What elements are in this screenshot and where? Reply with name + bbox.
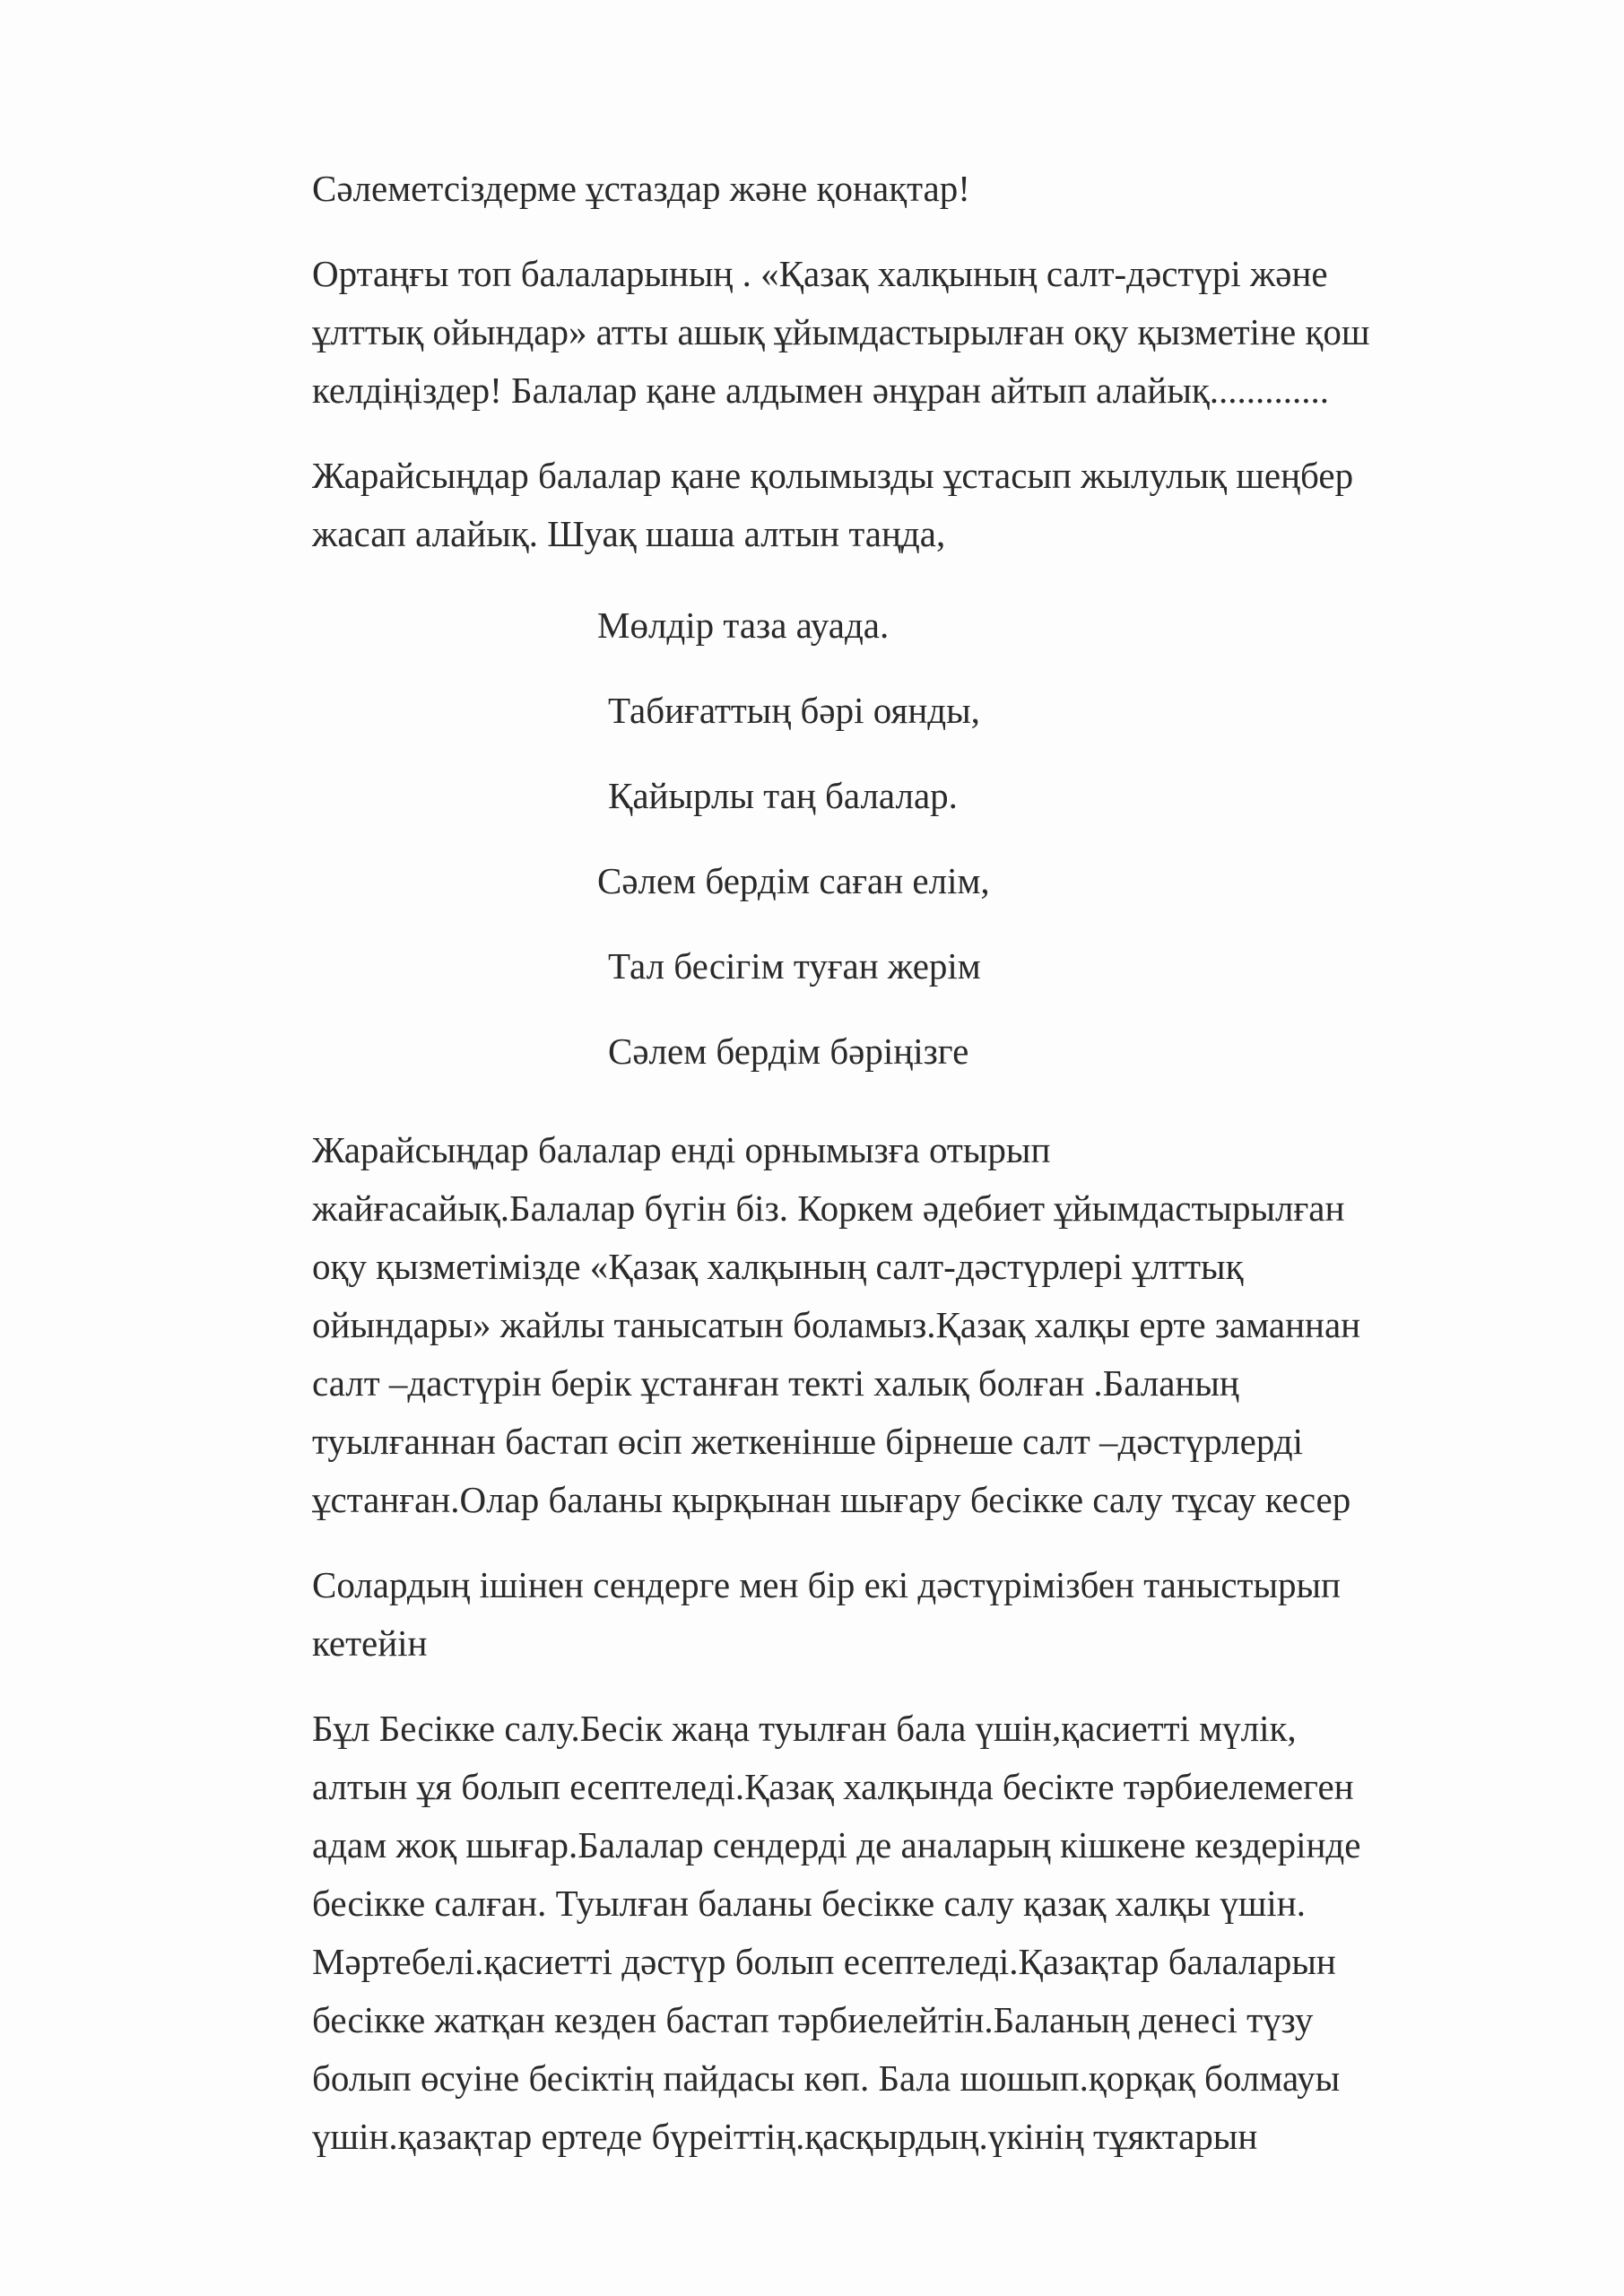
circle-line-2: жасап алайық. Шуақ шаша алтын таңда,: [312, 513, 946, 554]
intro-line-1: Ортаңғы топ балаларының . «Қазақ халқының салт-дәстүрі және: [312, 253, 1328, 294]
cradle-line-6: бесікке жатқан кезден бастап тәрбиелейтін.Баланың денесі түзу: [312, 1999, 1314, 2040]
poem-line-2: Табиғаттың бәрі оянды,: [608, 690, 980, 731]
main-line-1: Жарайсыңдар балалар енді орнымызға отырып: [312, 1129, 1051, 1170]
poem-line-5: Тал бесігім туған жерім: [608, 945, 981, 987]
poem-line-6: Сәлем бердім бәріңізге: [608, 1031, 969, 1072]
among-line-2: кетейін: [312, 1622, 428, 1664]
cradle-line-2: алтын ұя болып есептеледі.Қазақ халқында бесікте тәрбиелемеген: [312, 1766, 1354, 1807]
cradle-line-7: болып өсуіне бесіктің пайдасы көп. Бала шошып.қорқақ болмауы: [312, 2057, 1341, 2099]
intro-paragraph: [312, 245, 1585, 420]
main-paragraph: [312, 1121, 1585, 1529]
cradle-line-1: Бұл Бесікке салу.Бесік жаңа туылған бала үшін,қасиетті мүлік,: [312, 1708, 1297, 1749]
among-line-1: Солардың ішінен сендерге мен бір екі дәстүрімізбен таныстырып: [312, 1564, 1341, 1605]
among-paragraph: [312, 1556, 1585, 1673]
poem-line-1: Мөлдір таза ауада.: [597, 604, 890, 646]
cradle-paragraph: [312, 1700, 1585, 2166]
main-line-3: оқу қызметімізде «Қазақ халқының салт-дәстүрлері ұлттық: [312, 1246, 1244, 1287]
poem-block: [312, 583, 1585, 1094]
document-body: [312, 160, 1585, 2193]
main-line-6: туылғаннан бастап өсіп жеткенінше бірнеше салт –дәстүрлерді: [312, 1421, 1304, 1462]
main-line-5: салт –дастүрін берік ұстанған текті халық болған .Баланың: [312, 1362, 1239, 1404]
main-line-7: ұстанған.Олар баланы қырқынан шығару бесікке салу тұсау кесер: [312, 1479, 1351, 1520]
cradle-line-4: бесікке салған. Туылған баланы бесікке салу қазақ халқы үшін.: [312, 1883, 1306, 1924]
circle-paragraph: [312, 447, 1585, 563]
greeting-paragraph: [312, 160, 1585, 218]
main-line-4: ойындары» жайлы танысатын боламыз.Қазақ халқы ерте заманнан: [312, 1304, 1361, 1345]
cradle-line-8: үшін.қазақтар ертеде бүреіттің.қасқырдың.үкінің тұяктарын: [312, 2116, 1258, 2157]
intro-line-3: келдіңіздер! Балалар қане алдымен әнұран айтып алайық.............: [312, 370, 1330, 411]
cradle-line-5: Мәртебелі.қасиетті дәстүр болып есептеледі.Қазақтар балаларын: [312, 1941, 1336, 1982]
intro-line-2: ұлттық ойындар» атты ашық ұйымдастырылған оқу қызметіне қош: [312, 311, 1370, 352]
greeting-line: Сәлеметсіздерме ұстаздар және қонақтар!: [312, 168, 970, 209]
poem-line-4: Сәлем бердім саған елім,: [597, 860, 990, 901]
cradle-line-3: адам жоқ шығар.Балалар сендерді де аналарың кішкене кездерінде: [312, 1824, 1361, 1866]
poem-line-3: Қайырлы таң балалар.: [608, 775, 958, 816]
main-line-2: жайғасайық.Балалар бүгін біз. Коркем әдебиет ұйымдастырылған: [312, 1187, 1345, 1229]
circle-line-1: Жарайсыңдар балалар қане қолымызды ұстасып жылулық шеңбер: [312, 455, 1354, 496]
